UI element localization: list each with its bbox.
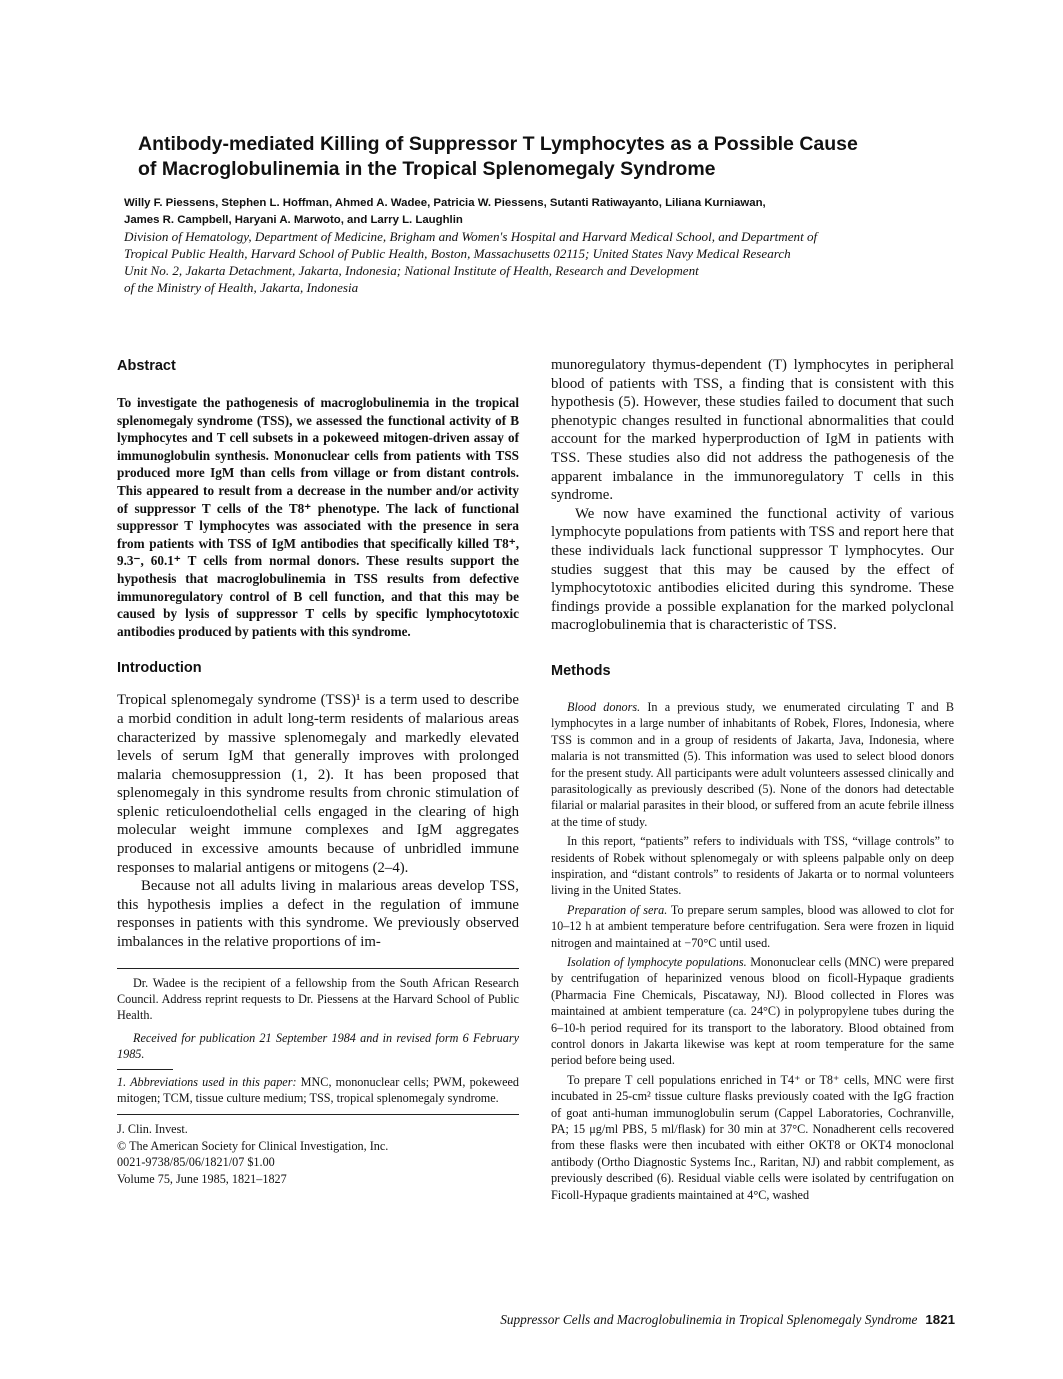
isolation-lead: Isolation of lymphocyte populations. xyxy=(567,955,747,969)
affiliation-line-2: Tropical Public Health, Harvard School of Public Health, Boston, Massachusetts 02115; United States Navy Medical Research xyxy=(124,246,791,261)
authors-line-1: Willy F. Piessens, Stephen L. Hoffman, Ahmed A. Wadee, Patricia W. Piessens, Sutanti Ratiwayanto, Liliana Kurniawan, xyxy=(124,197,766,209)
affiliation-line-3: Unit No. 2, Jakarta Detachment, Jakarta, Indonesia; National Institute of Health, Research and Development xyxy=(124,263,699,278)
footnote-short-rule xyxy=(117,1069,173,1070)
article-title xyxy=(138,132,958,182)
methods-definitions: In this report, “patients” refers to individuals with TSS, “village controls” to residents of Robek without splenomegaly or with spleens palpable only on deep inspiration, and “distant controls” to residents of Jakarta or to normal volunteers living in the United States. xyxy=(551,834,954,898)
journal-info-divider xyxy=(117,1114,519,1115)
methods-t-cell-enrichment: To prepare T cell populations enriched in T4⁺ or T8⁺ cells, MNC were first incubated in 25-cm² tissue culture flasks previously coated with the IgG fraction of goat anti-human immunoglobulin serum (Cappel Laboratories, Cochranville, PA; 15 μg/ml PBS, 5 ml/flask) for 30 min at 37°C. Nonadherent cells recovered from these flasks were then incubated with either OKT8 or OKT4 monoclonal antibody (Ortho Diagnostic Systems Inc., Raritan, NJ) and rabbit complement, as previously described (6). Residual viable cells were isolated by centrifugation on Ficoll-Hypaque gradients maintained at 4°C, washed xyxy=(551,1072,954,1202)
methods-preparation-of-sera xyxy=(551,902,954,951)
preparation-of-sera-text: To prepare serum samples, blood was allowed to clot for 10–12 h at ambient temperature before centrifugation. Sera were frozen in liquid nitrogen and maintained at −70°C until used. xyxy=(551,902,954,950)
methods-blood-donors xyxy=(551,699,954,830)
affiliations xyxy=(124,228,954,296)
journal-info xyxy=(117,1121,519,1187)
right-column xyxy=(551,352,954,1203)
methods-isolation xyxy=(551,954,954,1069)
affiliation-line-4: of the Ministry of Health, Jakarta, Indonesia xyxy=(124,280,359,295)
author-list xyxy=(124,195,954,229)
abstract-heading: Abstract xyxy=(117,358,176,374)
page-number: 1821 xyxy=(925,1312,955,1327)
journal-info-line-3: 0021-9738/85/06/1821/07 $1.00 xyxy=(117,1155,275,1170)
left-column xyxy=(117,352,519,1187)
intro-continued-paragraph-2: We now have examined the functional activity of various lymphocyte populations from patients with TSS and report here that these individuals lack functional suppressor T lymphocytes. Our studies suggest that this may be caused by the effect of lymphocytotoxic antibodies elicited during this syndrome. These findings provide a possible explanation for the marked polyclonal macroglobulinemia that is characteristic of TSS. xyxy=(551,505,954,634)
blood-donors-text: In a previous study, we enumerated circulating T and B lymphocytes in a large number of inhabitants of Robek, Flores, Indonesia, where TSS is common and in a group of residents of Jakarta, Java, Indonesia, where malaria is not transmitted (5). This information was used to select blood donors for the present study. All participants were adult volunteers assessed clinically and parasitologically as previously described (5). None of the donors had detectable filarial or malarial parasites in their blood, or suffered from an acute febrile illness at the time of study. xyxy=(551,699,954,829)
journal-info-line-1: J. Clin. Invest. xyxy=(117,1122,188,1137)
title-line-2: of Macroglobulinemia in the Tropical Splenomegaly Syndrome xyxy=(138,158,716,180)
title-line-1: Antibody-mediated Killing of Suppressor T Lymphocytes as a Possible Cause xyxy=(138,133,858,155)
authors-line-2: James R. Campbell, Haryani A. Marwoto, and Larry L. Laughlin xyxy=(124,214,463,226)
affiliation-line-1: Division of Hematology, Department of Medicine, Brigham and Women's Hospital and Harvard Medical School, and Department of xyxy=(124,229,818,244)
footnote-divider xyxy=(117,968,519,969)
intro-paragraph-2: Because not all adults living in malarious areas develop TSS, this hypothesis implies a defect in the regulation of immune responses in patients with this syndrome. We previously observed imbalances in the relative proportions of im- xyxy=(117,878,519,951)
footnote-received: Received for publication 21 September 1984 and in revised form 6 February 1985. xyxy=(117,1030,519,1062)
abbreviations-label: 1. Abbreviations used in this paper: xyxy=(117,1074,297,1089)
isolation-text: Mononuclear cells (MNC) were prepared by centrifugation of heparinized venous blood on ficoll-Hypaque gradients (Pharmacia Fine Chemicals, Piscataway, NJ). Blood collected in Flores was maintained at ambient temperature (ca. 24°C) in polypropylene tubes during the 6–10-h period required for its transport to the laboratory. Blood obtained from control donors in Jakarta likewise was kept at room temperature for the same period before being used. xyxy=(551,955,954,1068)
footnote-wadee: Dr. Wadee is the recipient of a fellowship from the South African Research Council. Address reprint requests to Dr. Piessens at the Harvard School of Public Health. xyxy=(117,975,519,1023)
blood-donors-lead: Blood donors. xyxy=(567,699,641,714)
footnote-abbreviations xyxy=(117,1074,519,1107)
intro-paragraph-1: Tropical splenomegaly syndrome (TSS)¹ is a term used to describe a morbid condition in adult long-term residents of malarious areas characterized by massive splenomegaly and markedly elevated levels of serum IgM that generally improves with prolonged malaria chemosuppression (1, 2). It has been proposed that splenomegaly in this syndrome results from chronic stimulation of splenic reticuloendothelial cells engaged in the clearing of high molecular weight immune complexes and IgM aggregates produced in excessive amounts because of unbridled immune responses to malarial antigens or mitogens (2–4). xyxy=(117,692,519,876)
introduction-heading: Introduction xyxy=(117,660,202,677)
running-head xyxy=(430,1312,955,1328)
methods-heading: Methods xyxy=(551,662,611,679)
journal-info-line-4: Volume 75, June 1985, 1821–1827 xyxy=(117,1171,287,1186)
journal-info-line-2: © The American Society for Clinical Investigation, Inc. xyxy=(117,1138,389,1153)
running-head-text: Suppressor Cells and Macroglobulinemia in Tropical Splenomegaly Syndrome xyxy=(500,1312,918,1327)
preparation-of-sera-lead: Preparation of sera. xyxy=(567,902,668,917)
intro-continued-paragraph-1: munoregulatory thymus-dependent (T) lymphocytes in peripheral blood of patients with TSS, a finding that is consistent with this hypothesis (5). However, these studies failed to document that such phenotypic changes resulted in functional abnormalities that could account for the marked hyperproduction of IgM in patients with TSS. These studies also did not address the pathogenesis of the apparent imbalance in the immunoregulatory T cells in this syndrome. xyxy=(551,357,954,504)
abstract-text: To investigate the pathogenesis of macroglobulinemia in the tropical splenomegaly syndrome (TSS), we assessed the functional activity of B lymphocytes and T cell subsets in a pokeweed mitogen-driven assay of immunoglobulin synthesis. Mononuclear cells from patients with TSS produced more IgM than cells from village or from distant controls. This appeared to result from a decrease in the number and/or activity of suppressor T cells of the T8⁺ phenotype. The lack of functional suppressor T lymphocytes was associated with the presence in sera from patients with TSS of IgM antibodies that specifically killed T8⁺, 9.3⁻, 60.1⁺ T cells from normal donors. These results support the hypothesis that macroglobulinemia in TSS results from defective immunoregulatory control of B cell function, and that this may be caused by lysis of suppressor T cells by specific lymphocytotoxic antibodies produced by patients with this syndrome. xyxy=(117,395,519,639)
abbreviations-text: MNC, mononuclear cells; PWM, pokeweed mitogen; TCM, tissue culture medium; TSS, tropical splenomegaly syndrome. xyxy=(117,1074,519,1106)
